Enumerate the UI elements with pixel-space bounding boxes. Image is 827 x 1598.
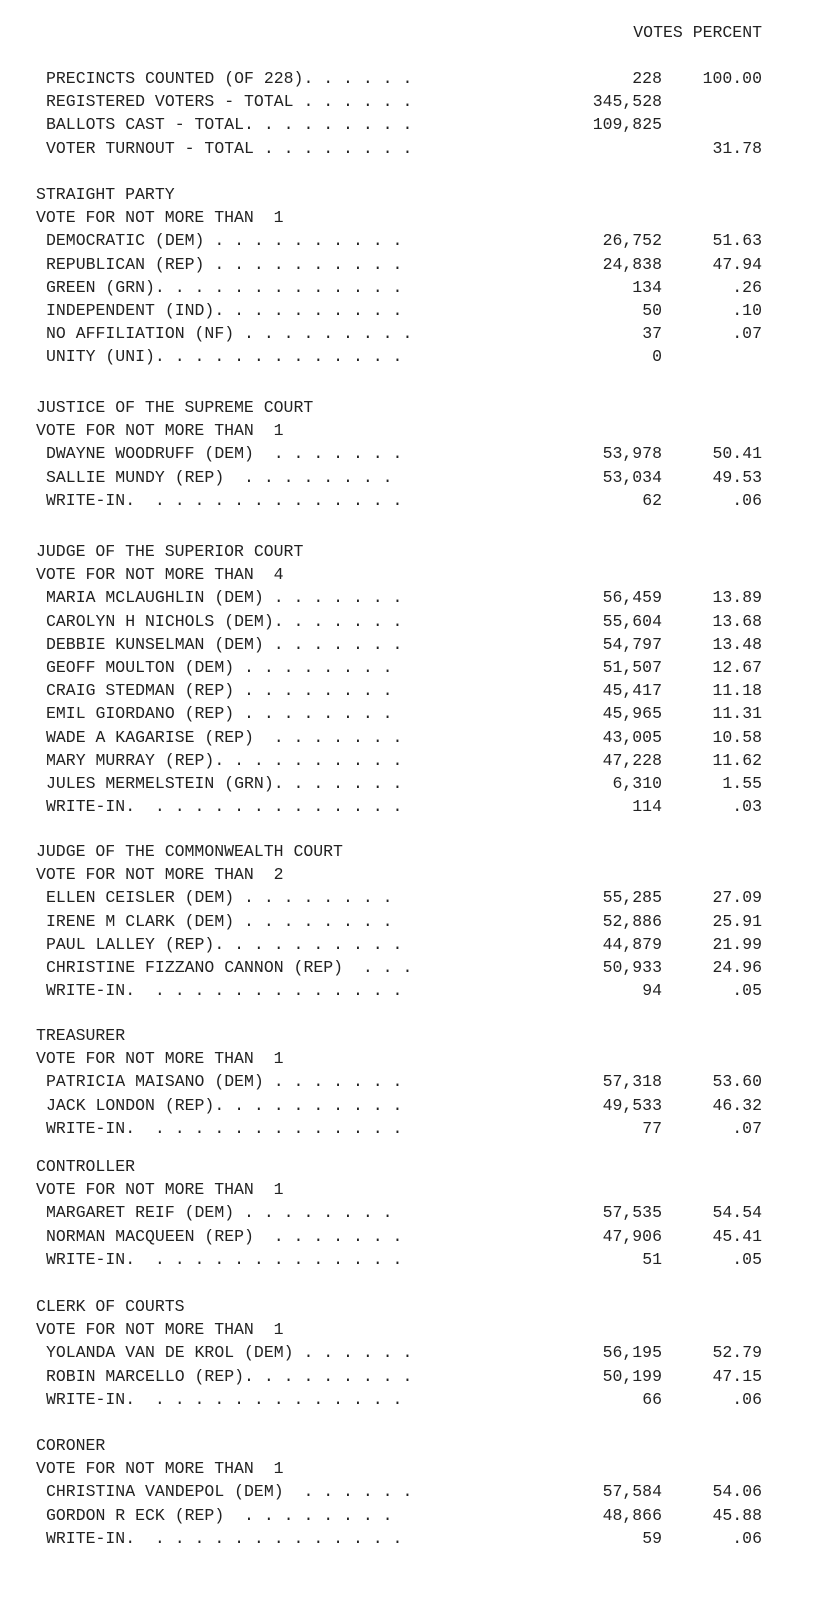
candidate-row-votes: 48,866 — [602, 1505, 662, 1525]
candidate-row-label: WRITE-IN. . . . . . . . . . . . . . — [46, 1528, 403, 1548]
candidate-row — [0, 610, 762, 633]
votes-column-header: VOTES — [633, 23, 683, 42]
candidate-row-label: MARY MURRAY (REP). . . . . . . . . . — [46, 750, 403, 770]
candidate-row-percent: 11.62 — [712, 750, 762, 770]
candidate-row-votes: 57,318 — [602, 1072, 662, 1092]
candidate-row-percent: 54.06 — [712, 1482, 762, 1502]
summary-row — [0, 90, 762, 113]
candidate-row-label: MARGARET REIF (DEM) . . . . . . . . — [46, 1203, 393, 1223]
race-title: CLERK OF COURTS — [36, 1297, 185, 1316]
candidate-row-label: WRITE-IN. . . . . . . . . . . . . . — [46, 490, 403, 510]
summary-row-label: VOTER TURNOUT - TOTAL . . . . . . . . — [46, 138, 413, 158]
race-vote-for: VOTE FOR NOT MORE THAN 1 — [36, 1459, 284, 1479]
candidate-row-votes: 52,886 — [602, 911, 662, 931]
candidate-row — [0, 702, 762, 725]
candidate-row — [0, 586, 762, 609]
race-title: JUDGE OF THE COMMONWEALTH COURT — [36, 842, 343, 861]
candidate-row-votes: 24,838 — [602, 254, 662, 274]
candidate-row-percent: 49.53 — [712, 467, 762, 487]
candidate-row — [0, 795, 762, 818]
candidate-row-percent: 13.68 — [712, 611, 762, 631]
candidate-row — [0, 886, 762, 909]
candidate-row-percent: 46.32 — [712, 1095, 762, 1115]
candidate-row — [0, 1094, 762, 1117]
candidate-row — [0, 253, 762, 276]
candidate-row — [0, 933, 762, 956]
candidate-row-votes: 6,310 — [612, 774, 662, 793]
candidate-row-label: DEBBIE KUNSELMAN (DEM) . . . . . . . — [46, 634, 403, 654]
candidate-row-votes: 114 — [632, 797, 662, 817]
summary-row-percent: 100.00 — [702, 69, 762, 88]
candidate-row — [0, 1201, 762, 1224]
candidate-row — [0, 276, 762, 299]
summary-row-votes: 109,825 — [592, 115, 662, 135]
candidate-row-label: PATRICIA MAISANO (DEM) . . . . . . . — [46, 1072, 403, 1092]
candidate-row — [0, 979, 762, 1002]
candidate-row-votes: 26,752 — [602, 231, 662, 251]
candidate-row-votes: 51,507 — [602, 658, 662, 677]
candidate-row-percent: 53.60 — [712, 1072, 762, 1092]
candidate-row — [0, 1225, 762, 1248]
percent-column-header: PERCENT — [692, 23, 762, 42]
summary-row — [0, 137, 762, 160]
race-vote-for: VOTE FOR NOT MORE THAN 1 — [36, 421, 284, 441]
candidate-row — [0, 1341, 762, 1364]
candidate-row-percent: 52.79 — [712, 1343, 762, 1363]
candidate-row-votes: 43,005 — [602, 727, 662, 747]
candidate-row-label: CHRISTINE FIZZANO CANNON (REP) . . . — [46, 958, 413, 977]
candidate-row-percent: .06 — [732, 1389, 762, 1409]
candidate-row-percent: 47.15 — [712, 1366, 762, 1386]
candidate-row-label: WRITE-IN. . . . . . . . . . . . . . — [46, 981, 403, 1001]
summary-row-votes: 228 — [632, 69, 662, 88]
candidate-row — [0, 1527, 762, 1550]
candidate-row-percent: .07 — [732, 324, 762, 344]
candidate-row-votes: 134 — [632, 277, 662, 297]
candidate-row — [0, 229, 762, 252]
candidate-row-label: YOLANDA VAN DE KROL (DEM) . . . . . . — [46, 1343, 413, 1363]
race-title: TREASURER — [36, 1026, 126, 1045]
candidate-row-label: CHRISTINA VANDEPOL (DEM) . . . . . . — [46, 1482, 413, 1502]
candidate-row-percent: 51.63 — [712, 231, 762, 251]
candidate-row-votes: 44,879 — [602, 934, 662, 954]
candidate-row-label: NORMAN MACQUEEN (REP) . . . . . . . — [46, 1226, 403, 1246]
candidate-row-percent: .06 — [732, 1528, 762, 1548]
candidate-row-percent: .06 — [732, 490, 762, 510]
candidate-row-label: GEOFF MOULTON (DEM) . . . . . . . . — [46, 658, 393, 677]
race-vote-for: VOTE FOR NOT MORE THAN 1 — [36, 208, 284, 228]
candidate-row — [0, 679, 762, 702]
candidate-row-votes: 51 — [642, 1249, 662, 1269]
summary-row — [0, 113, 762, 136]
candidate-row-percent: 50.41 — [712, 444, 762, 464]
candidate-row-percent: 45.88 — [712, 1505, 762, 1525]
candidate-row-percent: .05 — [732, 1249, 762, 1269]
candidate-row-label: NO AFFILIATION (NF) . . . . . . . . . — [46, 324, 413, 344]
race-title: JUSTICE OF THE SUPREME COURT — [36, 398, 314, 417]
candidate-row — [0, 726, 762, 749]
candidate-row-percent: 45.41 — [712, 1226, 762, 1246]
candidate-row-label: WRITE-IN. . . . . . . . . . . . . . — [46, 797, 403, 817]
candidate-row-votes: 57,535 — [602, 1203, 662, 1223]
summary-row-percent: 31.78 — [712, 138, 762, 158]
candidate-row — [0, 956, 762, 979]
candidate-row-votes: 53,034 — [602, 467, 662, 487]
candidate-row-label: MARIA MCLAUGHLIN (DEM) . . . . . . . — [46, 588, 403, 608]
race-vote-for: VOTE FOR NOT MORE THAN 1 — [36, 1049, 284, 1069]
summary-row — [0, 67, 762, 90]
candidate-row-percent: .05 — [732, 981, 762, 1001]
candidate-row-label: DEMOCRATIC (DEM) . . . . . . . . . . — [46, 231, 403, 251]
candidate-row-percent: .03 — [732, 797, 762, 817]
candidate-row-label: CAROLYN H NICHOLS (DEM). . . . . . . — [46, 611, 403, 631]
race-title: CORONER — [36, 1436, 106, 1455]
candidate-row-label: ELLEN CEISLER (DEM) . . . . . . . . — [46, 888, 393, 908]
candidate-row-percent: 27.09 — [712, 888, 762, 908]
candidate-row — [0, 1070, 762, 1093]
candidate-row — [0, 1504, 762, 1527]
candidate-row — [0, 466, 762, 489]
candidate-row-label: IRENE M CLARK (DEM) . . . . . . . . — [46, 911, 393, 931]
candidate-row-votes: 45,965 — [602, 704, 662, 724]
candidate-row-percent: .10 — [732, 301, 762, 320]
candidate-row-label: DWAYNE WOODRUFF (DEM) . . . . . . . — [46, 444, 403, 464]
candidate-row-votes: 45,417 — [602, 681, 662, 701]
candidate-row-percent: 11.18 — [712, 681, 762, 701]
candidate-row — [0, 633, 762, 656]
candidate-row-label: GREEN (GRN). . . . . . . . . . . . . — [46, 277, 403, 297]
candidate-row-votes: 49,533 — [602, 1095, 662, 1115]
candidate-row-percent: 24.96 — [712, 958, 762, 977]
candidate-row-percent: 21.99 — [712, 934, 762, 954]
candidate-row-label: GORDON R ECK (REP) . . . . . . . . — [46, 1505, 393, 1525]
candidate-row-label: REPUBLICAN (REP) . . . . . . . . . . — [46, 254, 403, 274]
candidate-row-label: CRAIG STEDMAN (REP) . . . . . . . . — [46, 681, 393, 701]
candidate-row-votes: 0 — [652, 347, 662, 367]
candidate-row-votes: 94 — [642, 981, 662, 1001]
candidate-row — [0, 910, 762, 933]
candidate-row-percent: .07 — [732, 1118, 762, 1138]
candidate-row — [0, 1117, 762, 1140]
candidate-row-votes: 56,195 — [602, 1343, 662, 1363]
candidate-row-label: WRITE-IN. . . . . . . . . . . . . . — [46, 1249, 403, 1269]
candidate-row-votes: 66 — [642, 1389, 662, 1409]
race-vote-for: VOTE FOR NOT MORE THAN 4 — [36, 565, 284, 585]
candidate-row-label: WADE A KAGARISE (REP) . . . . . . . — [46, 727, 403, 747]
summary-row-votes: 345,528 — [592, 92, 662, 112]
candidate-row-votes: 56,459 — [602, 588, 662, 608]
candidate-row-percent: 54.54 — [712, 1203, 762, 1223]
candidate-row-label: SALLIE MUNDY (REP) . . . . . . . . — [46, 467, 393, 487]
candidate-row — [0, 772, 762, 795]
candidate-row-votes: 37 — [642, 324, 662, 344]
candidate-row-label: EMIL GIORDANO (REP) . . . . . . . . — [46, 704, 393, 724]
race-vote-for: VOTE FOR NOT MORE THAN 1 — [36, 1320, 284, 1340]
candidate-row-percent: 11.31 — [712, 704, 762, 724]
candidate-row — [0, 1480, 762, 1503]
candidate-row-votes: 50,933 — [602, 958, 662, 977]
candidate-row-votes: 47,228 — [602, 750, 662, 770]
candidate-row-votes: 55,604 — [602, 611, 662, 631]
race-title: CONTROLLER — [36, 1157, 136, 1176]
candidate-row — [0, 442, 762, 465]
candidate-row-percent: 47.94 — [712, 254, 762, 274]
summary-row-label: PRECINCTS COUNTED (OF 228). . . . . . — [46, 69, 413, 88]
candidate-row-votes: 50,199 — [602, 1366, 662, 1386]
candidate-row-percent: 25.91 — [712, 911, 762, 931]
candidate-row — [0, 299, 762, 322]
candidate-row-label: ROBIN MARCELLO (REP). . . . . . . . . — [46, 1366, 413, 1386]
summary-row-label: BALLOTS CAST - TOTAL. . . . . . . . . — [46, 115, 413, 135]
summary-row-label: REGISTERED VOTERS - TOTAL . . . . . . — [46, 92, 413, 112]
candidate-row — [0, 345, 762, 368]
race-vote-for: VOTE FOR NOT MORE THAN 1 — [36, 1180, 284, 1200]
candidate-row-votes: 57,584 — [602, 1482, 662, 1502]
candidate-row-votes: 54,797 — [602, 634, 662, 654]
candidate-row-percent: 10.58 — [712, 727, 762, 747]
candidate-row-percent: 12.67 — [712, 658, 762, 677]
candidate-row-percent: 13.48 — [712, 634, 762, 654]
candidate-row — [0, 656, 762, 679]
candidate-row-votes: 62 — [642, 490, 662, 510]
candidate-row — [0, 322, 762, 345]
candidate-row-label: WRITE-IN. . . . . . . . . . . . . . — [46, 1118, 403, 1138]
race-title: JUDGE OF THE SUPERIOR COURT — [36, 542, 304, 561]
candidate-row-votes: 47,906 — [602, 1226, 662, 1246]
candidate-row — [0, 1365, 762, 1388]
candidate-row-votes: 53,978 — [602, 444, 662, 464]
candidate-row-label: WRITE-IN. . . . . . . . . . . . . . — [46, 1389, 403, 1409]
column-header — [0, 21, 762, 44]
candidate-row-label: JULES MERMELSTEIN (GRN). . . . . . . — [46, 774, 403, 793]
candidate-row-votes: 55,285 — [602, 888, 662, 908]
candidate-row-label: PAUL LALLEY (REP). . . . . . . . . . — [46, 934, 403, 954]
candidate-row — [0, 749, 762, 772]
candidate-row-votes: 77 — [642, 1118, 662, 1138]
candidate-row-percent: 1.55 — [722, 774, 762, 793]
candidate-row-label: UNITY (UNI). . . . . . . . . . . . . — [46, 347, 403, 367]
race-title: STRAIGHT PARTY — [36, 185, 175, 204]
candidate-row-percent: .26 — [732, 277, 762, 297]
candidate-row-votes: 50 — [642, 301, 662, 320]
candidate-row — [0, 489, 762, 512]
candidate-row-label: INDEPENDENT (IND). . . . . . . . . . — [46, 301, 403, 320]
candidate-row-label: JACK LONDON (REP). . . . . . . . . . — [46, 1095, 403, 1115]
candidate-row — [0, 1248, 762, 1271]
candidate-row-percent: 13.89 — [712, 588, 762, 608]
candidate-row — [0, 1388, 762, 1411]
race-vote-for: VOTE FOR NOT MORE THAN 2 — [36, 865, 284, 885]
candidate-row-votes: 59 — [642, 1528, 662, 1548]
